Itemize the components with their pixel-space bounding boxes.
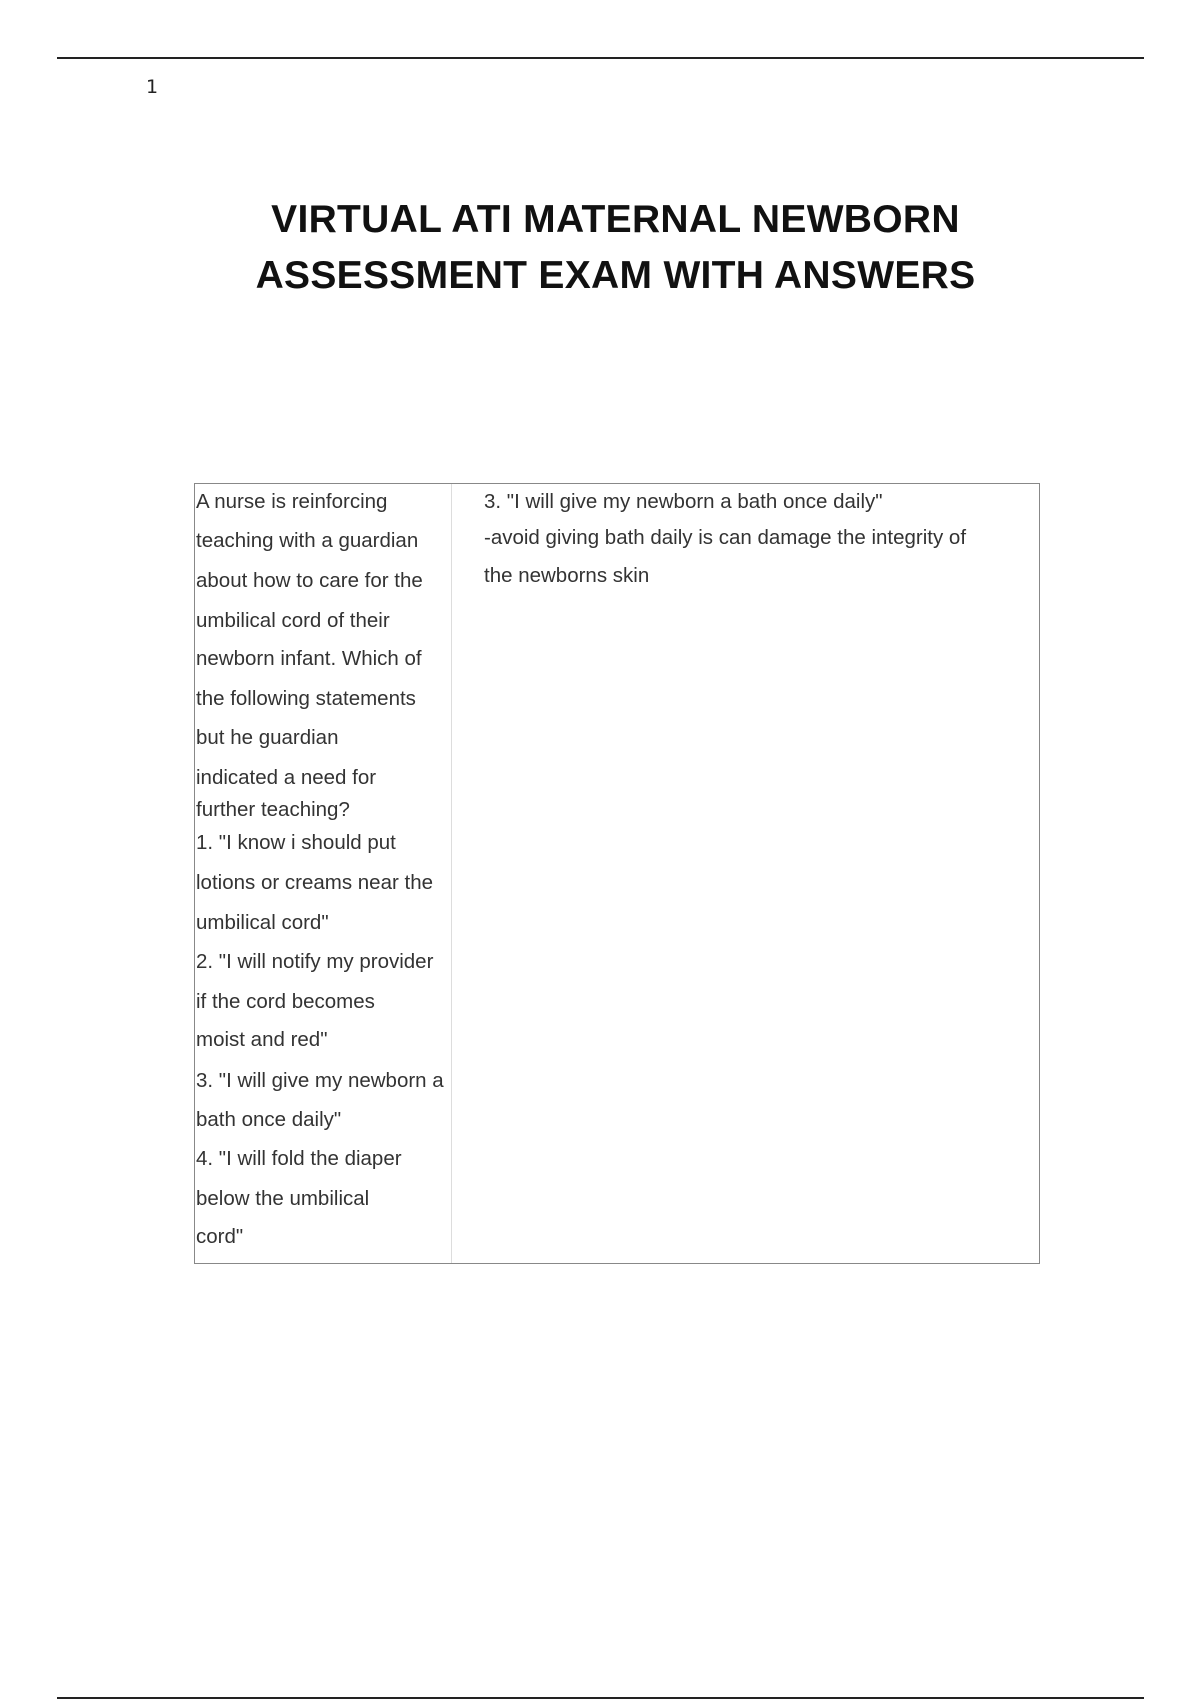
question-line: further teaching? <box>196 798 350 821</box>
question-line: teaching with a guardian <box>196 529 419 552</box>
question-option: 4. "I will fold the diaper <box>196 1147 402 1170</box>
question-option: 1. "I know i should put <box>196 831 396 854</box>
question-line: but he guardian <box>196 726 339 749</box>
question-line: about how to care for the <box>196 569 423 592</box>
question-line: the following statements <box>196 687 416 710</box>
question-line: umbilical cord" <box>196 911 329 934</box>
question-line: bath once daily" <box>196 1108 342 1131</box>
question-line: newborn infant. Which of <box>196 647 422 670</box>
answer-cell <box>452 484 1039 1263</box>
question-line: moist and red" <box>196 1028 328 1051</box>
qa-table <box>194 483 1040 1264</box>
question-line: if the cord becomes <box>196 990 375 1013</box>
title-line-1: VIRTUAL ATI MATERNAL NEWBORN <box>271 198 960 241</box>
answer-choice: 3. "I will give my newborn a bath once daily" <box>484 490 883 513</box>
top-rule <box>57 57 1144 59</box>
question-line: lotions or creams near the <box>196 871 434 894</box>
question-cell <box>195 484 452 1263</box>
answer-rationale-line: -avoid giving bath daily is can damage the integrity of <box>484 526 967 549</box>
question-line: indicated a need for <box>196 766 377 789</box>
bottom-rule <box>57 1697 1144 1699</box>
question-line: cord" <box>196 1225 244 1248</box>
question-line: umbilical cord of their <box>196 609 390 632</box>
document-title <box>0 192 1200 304</box>
question-line: below the umbilical <box>196 1187 370 1210</box>
answer-rationale-line: the newborns skin <box>484 564 650 587</box>
page-number: 1 <box>146 76 159 98</box>
title-line-2: ASSESSMENT EXAM WITH ANSWERS <box>255 254 976 297</box>
question-option: 3. "I will give my newborn a <box>196 1069 444 1092</box>
question-option: 2. "I will notify my provider <box>196 950 434 973</box>
question-line: A nurse is reinforcing <box>196 490 388 513</box>
